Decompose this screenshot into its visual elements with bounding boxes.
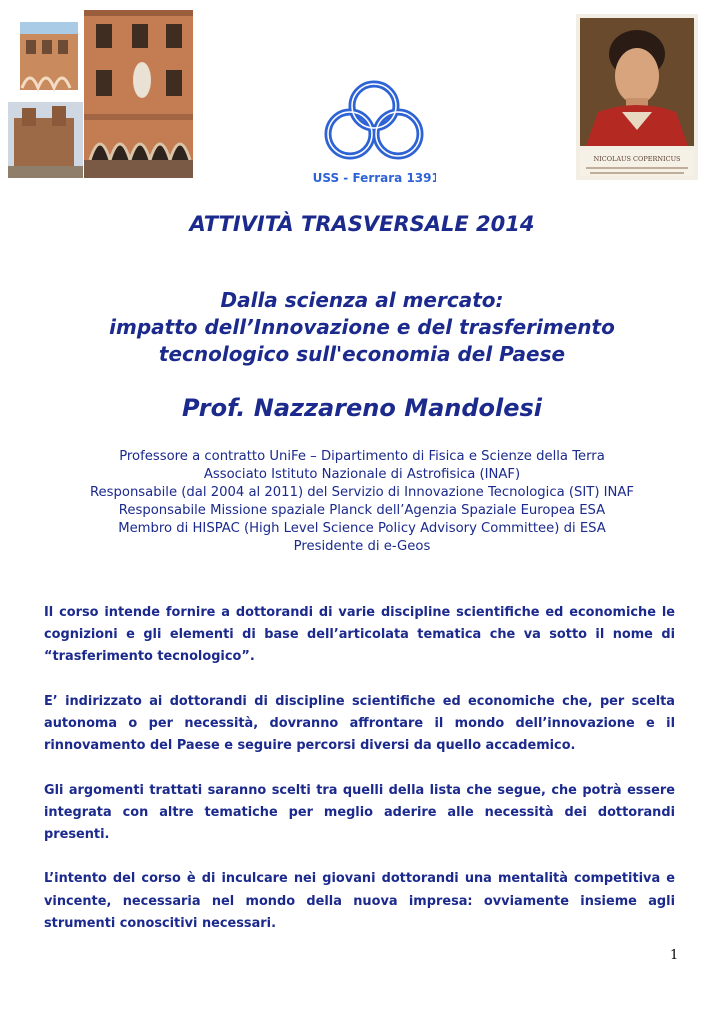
affiliation-item: Professore a contratto UniFe – Dipartimento di Fisica e Scienze della Terra (119, 449, 605, 464)
page-number: 1 (670, 948, 679, 963)
affiliation-item: Responsabile (dal 2004 al 2011) del Servizio di Innovazione Tecnologica (SIT) INAF (89, 485, 635, 500)
paragraph: Gli argomenti trattati saranno scelti tra quelli della lista che segue, che potrà essere integrata con altre tematiche per meglio aderire alle necessità dei dottorandi presenti. (44, 782, 675, 842)
course-description (44, 602, 675, 957)
affiliation-item: Presidente di e-Geos (293, 539, 431, 554)
subtitle-line-3: tecnologico sull'economia del Paese (158, 342, 566, 366)
building-image (8, 10, 193, 178)
subtitle-line-1: Dalla scienza al mercato: (220, 288, 504, 312)
paragraph: Il corso intende fornire a dottorandi di varie discipline scientifiche ed economiche le cognizioni e gli elementi di base dell’articolata tematica che va sotto il nome di “trasferimento tecnologico”. (44, 605, 675, 665)
affiliation-item: Associato Istituto Nazionale di Astrofisica (INAF) (203, 467, 521, 482)
professor-name: Prof. Nazzareno Mandolesi (181, 394, 543, 422)
subtitle-line-2: impatto dell’Innovazione e del trasferimento (109, 315, 615, 339)
iuss-logo (312, 78, 436, 192)
copernicus-portrait (576, 14, 698, 180)
paragraph: E’ indirizzato ai dottorandi di discipline scientifiche ed economiche che, per scelta autonoma o per necessità, dovranno affrontare il mondo dell’innovazione e il rinnovamento del Paese e seguire percorsi diversi da quello accademico. (44, 693, 675, 754)
building-photo (8, 10, 193, 178)
affiliations-list (0, 448, 724, 556)
logo-caption: IUSS - Ferrara 1391 (312, 171, 436, 185)
affiliation-item: Membro di HISPAC (High Level Science Policy Advisory Committee) di ESA (118, 521, 606, 536)
iuss-logo-image (312, 78, 436, 192)
portrait-image (576, 14, 698, 180)
course-subtitle (0, 287, 724, 368)
paragraph: L’intento del corso è di inculcare nei giovani dottorandi una mentalità competitiva e vincente, necessaria nel mondo della nuova impresa: ovviamente insieme agli strumenti conoscitivi necessari. (44, 871, 675, 931)
portrait-inscription: NICOLAUS COPERNICUS (593, 155, 681, 163)
affiliation-item: Responsabile Missione spaziale Planck dell’Agenzia Spaziale Europea ESA (118, 503, 606, 518)
document-title: ATTIVITÀ TRASVERSALE 2014 (189, 212, 535, 236)
